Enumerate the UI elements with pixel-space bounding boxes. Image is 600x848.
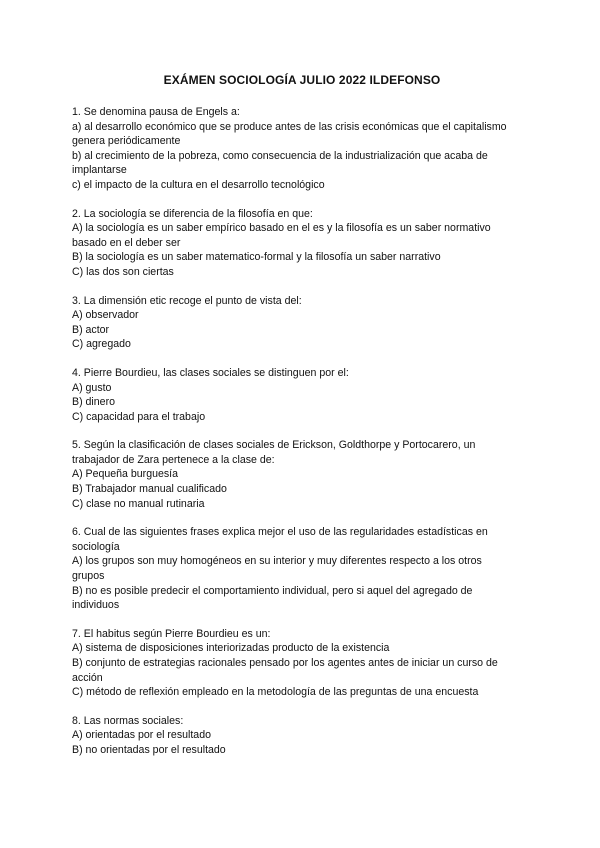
question-4 [72,366,532,424]
question-prompt: 1. Se denomina pausa de Engels a: [72,106,240,118]
question-8 [72,714,532,758]
answer-option: C) clase no manual rutinaria [72,497,205,510]
question-prompt-continued: trabajador de Zara pertenece a la clase de: [72,453,275,466]
question-1 [72,105,532,193]
answer-option: C) capacidad para el trabajo [72,410,206,423]
answer-option: C) las dos son ciertas [72,265,174,278]
answer-option: B) dinero [72,396,115,409]
answer-option: b) al crecimiento de la pobreza, como consecuencia de la industrialización que acaba de [72,149,488,162]
answer-option: A) la sociología es un saber empírico basado en el es y la filosofía es un saber normativo [72,222,491,235]
answer-option: A) los grupos son muy homogéneos en su interior y muy diferentes respecto a los otros [72,555,482,568]
answer-option: A) gusto [72,381,112,394]
answer-option: A) observador [72,309,139,322]
question-prompt: 3. La dimensión etic recoge el punto de vista del: [72,294,302,307]
page-title: EXÁMEN SOCIOLOGÍA JULIO 2022 ILDEFONSO [163,73,441,87]
answer-option: B) Trabajador manual cualificado [72,483,227,496]
exam-page [72,73,532,772]
answer-option: basado en el deber ser [72,236,181,249]
answer-option: A) sistema de disposiciones interiorizadas producto de la existencia [72,642,390,655]
question-prompt-continued: sociología [72,540,120,553]
question-prompt: 4. Pierre Bourdieu, las clases sociales se distinguen por el: [72,366,349,379]
answer-option: acción [72,671,103,684]
question-prompt: 5. Según la clasificación de clases sociales de Erickson, Goldthorpe y Portocarero, un [72,439,476,452]
answer-option: B) no orientadas por el resultado [72,743,226,756]
question-3 [72,294,532,352]
question-prompt: 7. El habitus según Pierre Bourdieu es un: [72,627,271,640]
answer-option: grupos [72,570,105,583]
answer-option: B) conjunto de estrategias racionales pensado por los agentes antes de iniciar un curso de [72,657,498,669]
answer-option: genera periódicamente [72,135,181,148]
answer-option: B) actor [72,323,110,336]
question-prompt: 2. La sociología se diferencia de la filosofía en que: [72,207,313,220]
question-6 [72,525,532,613]
question-2 [72,207,532,280]
answer-option: implantarse [72,164,127,177]
question-prompt: 6. Cual de las siguientes frases explica mejor el uso de las regularidades estadísticas en [72,526,488,539]
answer-option: B) no es posible predecir el comportamiento individual, pero si aquel del agregado de [72,584,473,597]
answer-option: A) Pequeña burguesía [72,468,179,481]
answer-option: B) la sociología es un saber matematico-formal y la filosofía un saber narrativo [72,251,441,264]
answer-option: c) el impacto de la cultura en el desarrollo tecnológico [72,178,325,191]
question-prompt: 8. Las normas sociales: [72,714,184,727]
question-5 [72,438,532,511]
question-7 [72,627,532,700]
answer-option: C) método de reflexión empleado en la metodología de las preguntas de una encuesta [72,686,479,699]
answer-option: individuos [72,599,120,612]
answer-option: C) agregado [72,338,131,351]
answer-option: A) orientadas por el resultado [72,729,211,742]
answer-option: a) al desarrollo económico que se produce antes de las crisis económicas que el capitalismo [72,120,507,133]
